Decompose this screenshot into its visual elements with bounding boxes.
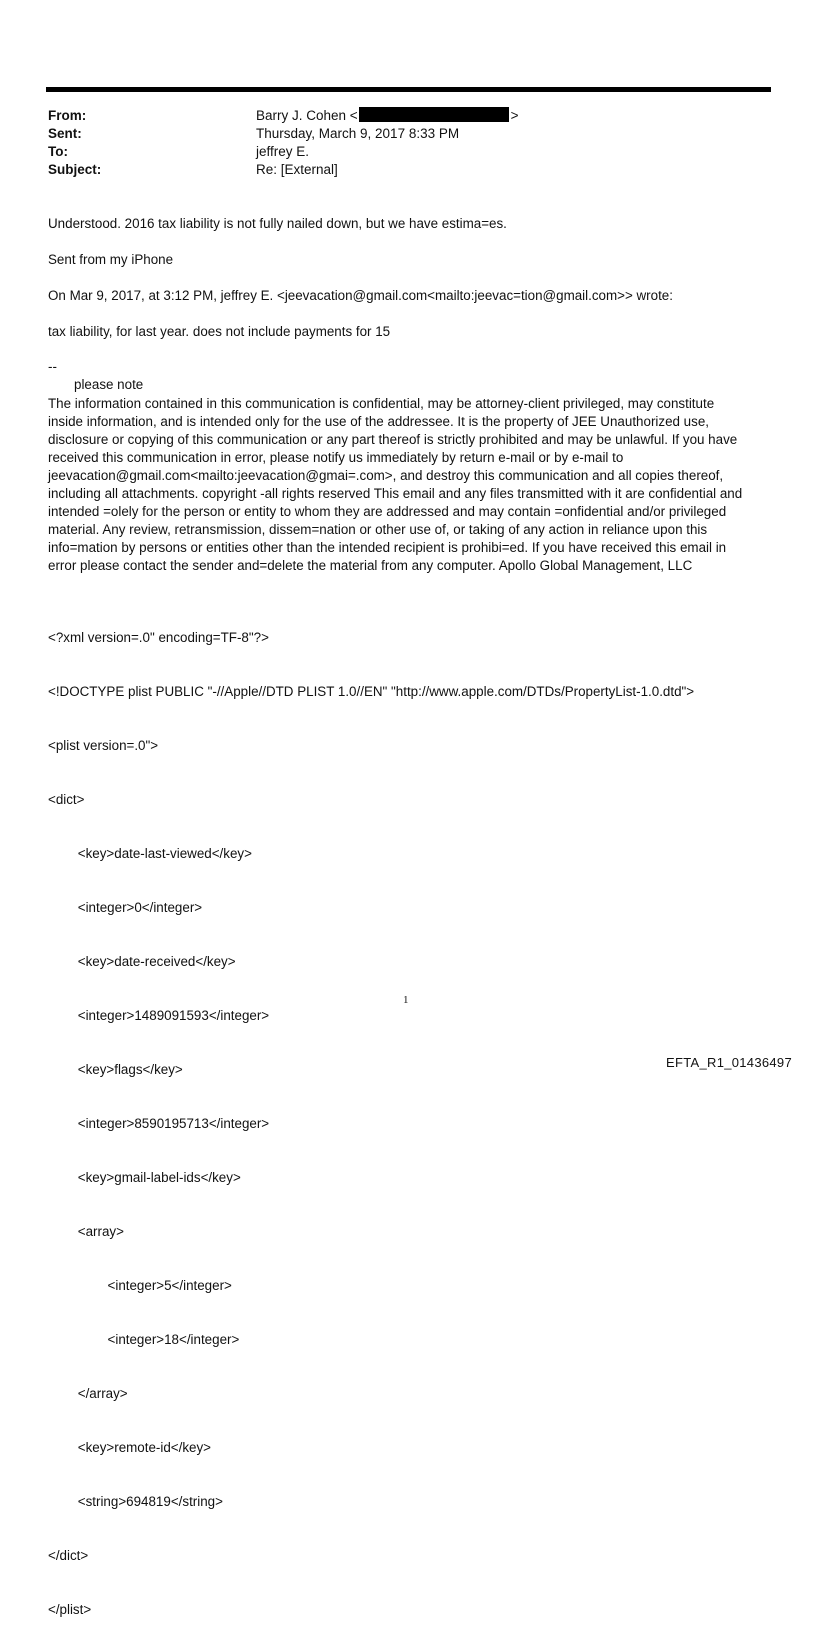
signature-separator: -- [48, 359, 57, 374]
redaction-block [359, 107, 509, 122]
from-value [256, 107, 519, 125]
disclaimer [48, 395, 778, 575]
document-id: EFTA_R1_01436497 [666, 1055, 792, 1070]
sent-value: Thursday, March 9, 2017 8:33 PM [256, 126, 460, 141]
xml-line: <integer>18</integer> [48, 1332, 240, 1347]
disclaimer-line: info=mation by persons or entities other than the intended recipient is prohibi=ed. If you have received this email in [48, 540, 727, 555]
xml-line: <array> [48, 1224, 124, 1239]
xml-line: <key>remote-id</key> [48, 1440, 211, 1455]
quoted-message: tax liability, for last year. does not include payments for 15 [48, 324, 391, 339]
xml-line: <integer>5</integer> [48, 1278, 232, 1293]
xml-line: <integer>0</integer> [48, 900, 203, 915]
xml-line: </plist> [48, 1602, 92, 1617]
disclaimer-line: material. Any review, retransmission, dissem=nation or other use of, or taking of any action in reliance upon this [48, 522, 708, 537]
from-label: From: [48, 108, 87, 123]
xml-line: </dict> [48, 1548, 89, 1563]
xml-line: <integer>1489091593</integer> [48, 1008, 270, 1023]
note-heading: please note [74, 377, 144, 392]
xml-line: </array> [48, 1386, 128, 1401]
xml-line: <!DOCTYPE plist PUBLIC "-//Apple//DTD PLIST 1.0//EN" "http://www.apple.com/DTDs/PropertyList-1.0.dtd"> [48, 684, 695, 699]
xml-line: <key>flags</key> [48, 1062, 183, 1077]
disclaimer-line: The information contained in this communication is confidential, may be attorney-client privileged, may constitute [48, 396, 715, 411]
disclaimer-line: disclosure or copying of this communication or any part thereof is strictly prohibited and may be unlawful. If you have [48, 432, 738, 447]
disclaimer-line: inside information, and is intended only for the use of the addressee. It is the property of JEE Unauthorized use, [48, 414, 709, 429]
quote-intro: On Mar 9, 2017, at 3:12 PM, jeffrey E. <jeevacation@gmail.com<mailto:jeevac=tion@gmail.com>> wrote: [48, 288, 673, 303]
header-rule [46, 87, 771, 92]
from-name: Barry J. Cohen < [256, 108, 358, 123]
page-number: 1 [403, 994, 409, 1006]
plist-xml-block [48, 593, 748, 1637]
sent-label: Sent: [48, 126, 82, 141]
disclaimer-line: including all attachments. copyright -all rights reserved This email and any files transmitted with it are confidential and [48, 486, 743, 501]
xml-line: <string>694819</string> [48, 1494, 223, 1509]
xml-line: <dict> [48, 792, 85, 807]
to-value: jeffrey E. [256, 144, 310, 159]
xml-line: <key>date-received</key> [48, 954, 236, 969]
disclaimer-line: received this communication in error, please notify us immediately by return e-mail or by e-mail to [48, 450, 624, 465]
xml-line: <plist version=.0"> [48, 738, 159, 753]
xml-line: <key>date-last-viewed</key> [48, 846, 252, 861]
disclaimer-line: jeevacation@gmail.com<mailto:jeevacation@gmai=.com>, and destroy this communication and all copies thereof, [48, 468, 724, 483]
from-close: > [510, 108, 519, 123]
to-label: To: [48, 144, 68, 159]
reply-text: Understood. 2016 tax liability is not fully nailed down, but we have estima=es. [48, 216, 507, 231]
xml-line: <?xml version=.0" encoding=TF-8"?> [48, 630, 269, 645]
subject-value: Re: [External] [256, 162, 338, 177]
signature-text: Sent from my iPhone [48, 252, 174, 267]
xml-line: <key>gmail-label-ids</key> [48, 1170, 241, 1185]
xml-line: <integer>8590195713</integer> [48, 1116, 270, 1131]
disclaimer-line: intended =olely for the person or entity to whom they are addressed and may contain =onfidential and/or privileged [48, 504, 727, 519]
subject-label: Subject: [48, 162, 102, 177]
disclaimer-line: error please contact the sender and=delete the material from any computer. Apollo Global Management, LLC [48, 558, 693, 573]
